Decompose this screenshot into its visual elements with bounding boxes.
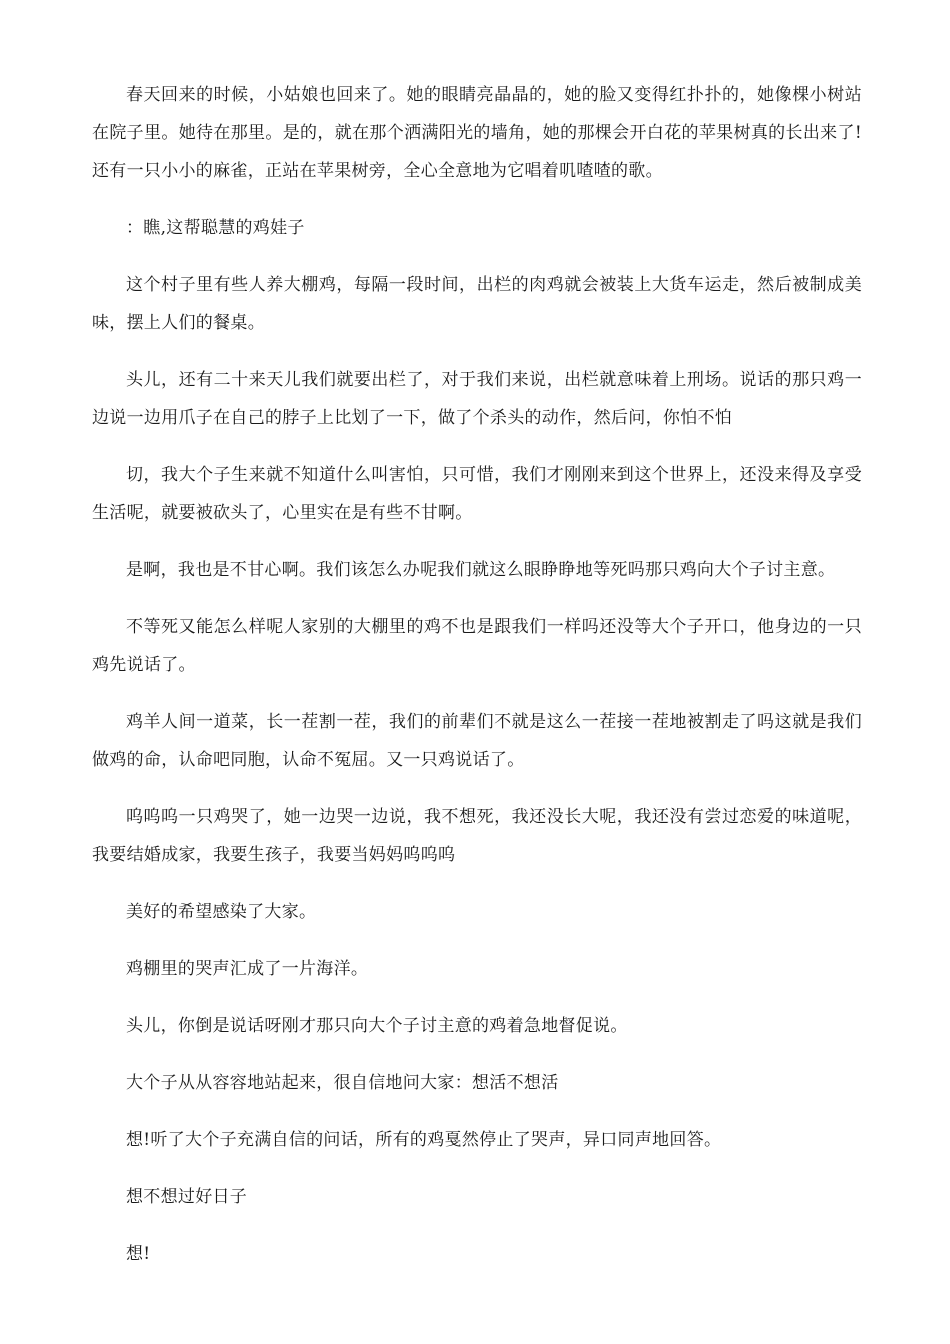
paragraph: 大个子从从容容地站起来，很自信地问大家：想活不想活 — [126, 1073, 559, 1093]
paragraph: 不等死又能怎么样呢人家别的大棚里的鸡不也是跟我们一样吗还没等大个子开口，他身边的一只鸡先说话了。 — [92, 617, 862, 675]
paragraph: 切，我大个子生来就不知道什么叫害怕，只可惜，我们才刚刚来到这个世界上，还没来得及享受生活呢，就要被砍头了，心里实在是有些不甘啊。 — [92, 465, 862, 523]
document-body — [92, 76, 862, 1292]
paragraph: 想!听了大个子充满自信的问话，所有的鸡戛然停止了哭声，异口同声地回答。 — [126, 1130, 722, 1150]
paragraph: 头儿，你倒是说话呀刚才那只向大个子讨主意的鸡着急地督促说。 — [126, 1016, 628, 1036]
paragraph: 想不想过好日子 — [126, 1187, 248, 1207]
paragraph: ：瞧,这帮聪慧的鸡娃子 — [126, 218, 305, 238]
paragraph: 美好的希望感染了大家。 — [126, 902, 317, 922]
paragraph: 是啊，我也是不甘心啊。我们该怎么办呢我们就这么眼睁睁地等死吗那只鸡向大个子讨主意。 — [126, 560, 836, 580]
paragraph: 头儿，还有二十来天儿我们就要出栏了，对于我们来说，出栏就意味着上刑场。说话的那只鸡一边说一边用爪子在自己的脖子上比划了一下，做了个杀头的动作，然后问，你怕不怕 — [92, 370, 862, 428]
paragraph: 春天回来的时候，小姑娘也回来了。她的眼睛亮晶晶的，她的脸又变得红扑扑的，她像棵小树站在院子里。她待在那里。是的，就在那个洒满阳光的墙角，她的那棵会开白花的苹果树真的长出来了!还有一只小小的麻雀，正站在苹果树旁，全心全意地为它唱着叽喳喳的歌。 — [92, 85, 862, 181]
paragraph: 想! — [126, 1244, 151, 1264]
paragraph: 呜呜呜一只鸡哭了，她一边哭一边说，我不想死，我还没长大呢，我还没有尝过恋爱的味道呢，我要结婚成家，我要生孩子，我要当妈妈呜呜呜 — [92, 807, 862, 865]
paragraph: 鸡羊人间一道菜，长一茬割一茬，我们的前辈们不就是这么一茬接一茬地被割走了吗这就是我们做鸡的命，认命吧同胞，认命不冤屈。又一只鸡说话了。 — [92, 712, 862, 770]
paragraph: 鸡棚里的哭声汇成了一片海洋。 — [126, 959, 369, 979]
paragraph: 这个村子里有些人养大棚鸡，每隔一段时间，出栏的肉鸡就会被装上大货车运走，然后被制成美味，摆上人们的餐桌。 — [92, 275, 862, 333]
